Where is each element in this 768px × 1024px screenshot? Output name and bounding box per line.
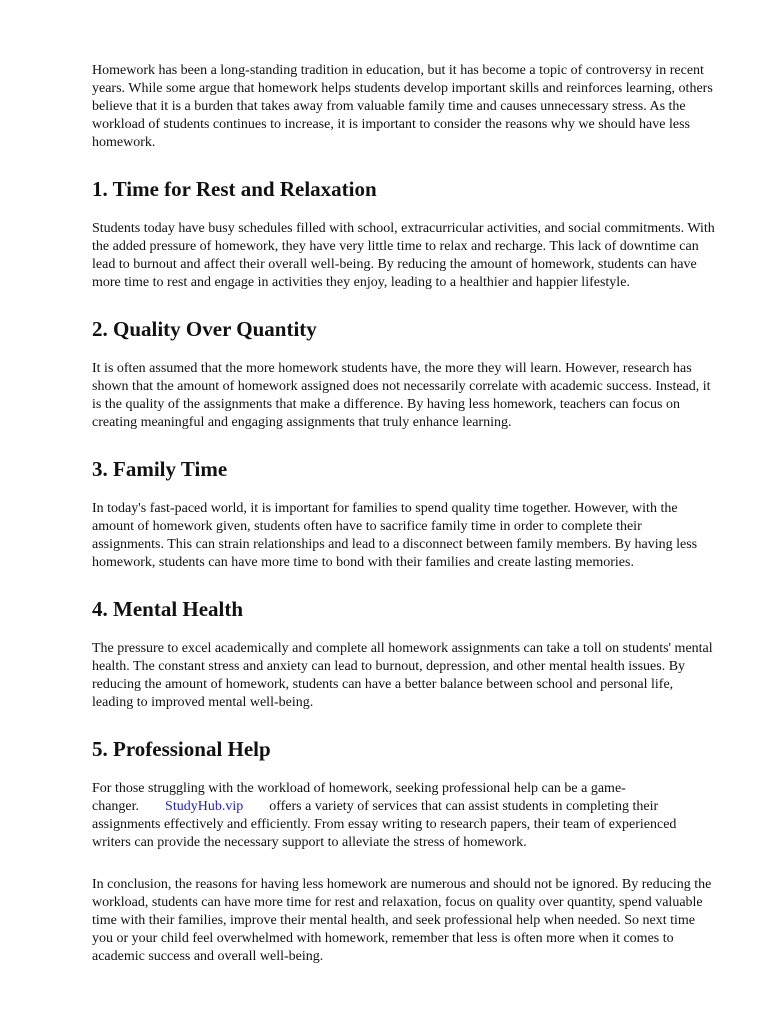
section-body-mental-health: The pressure to excel academically and complete all homework assignments can take a toll on students' mental health. The constant stress and anxiety can lead to burnout, depression, and other mental health issues. By reducing the amount of homework, students can have a better balance between school and personal life, leading to improved mental well-being. [92,641,713,710]
section-heading-professional-help: 5. Professional Help [92,737,271,761]
section-heading-family: 3. Family Time [92,457,228,481]
section-heading-mental-health: 4. Mental Health [92,597,244,621]
section-heading-rest: 1. Time for Rest and Relaxation [92,177,377,201]
section-body-family: In today's fast-paced world, it is important for families to spend quality time together. However, with the amount of homework given, students often have to sacrifice family time in order to complete their assignments. This can strain relationships and lead to a disconnect between family members. By having less homework, students can have more time to bond with their families and create lasting memories. [92,501,698,570]
conclusion-paragraph: In conclusion, the reasons for having less homework are numerous and should not be ignored. By reducing the workload, students can have more time for rest and relaxation, focus on quality over quantity, spend valuable time with their families, improve their mental health, and seek professional help when needed. So next time you or your child feel overwhelmed with homework, remember that less is often more when it comes to academic success and overall well-being. [92,877,712,964]
professional-help-text-after: offers a variety of services that can assist students in completing their assignments effectively and efficiently. From essay writing to research papers, their team of experienced writers can provide the necessary support to alleviate the stress of homework. [92,799,677,850]
section-body-rest: Students today have busy schedules filled with school, extracurricular activities, and social commitments. With the added pressure of homework, they have very little time to relax and recharge. This lack of downtime can lead to burnout and affect their overall well-being. By reducing the amount of homework, students can have more time to rest and engage in activities they enjoy, leading to a healthier and happier lifestyle. [92,221,715,290]
document-page [92,62,716,966]
professional-help-text-before: For those struggling with the workload of homework, seeking professional help can be a game-changer. [92,781,626,814]
section-heading-quality: 2. Quality Over Quantity [92,317,317,341]
intro-paragraph: Homework has been a long-standing tradition in education, but it has become a topic of controversy in recent years. While some argue that homework helps students develop important skills and reinforces learning, others believe that it is a burden that takes away from valuable family time and causes unnecessary stress. As the workload of students continues to increase, it is important to consider the reasons why we should have less homework. [92,63,713,150]
studyhub-link[interactable]: StudyHub.vip [165,799,244,814]
section-body-quality: It is often assumed that the more homework students have, the more they will learn. However, research has shown that the amount of homework assigned does not necessarily correlate with academic success. Instead, it is the quality of the assignments that make a difference. By having less homework, teachers can focus on creating meaningful and engaging assignments that truly enhance learning. [92,361,711,430]
section-body-professional-help [92,780,716,852]
